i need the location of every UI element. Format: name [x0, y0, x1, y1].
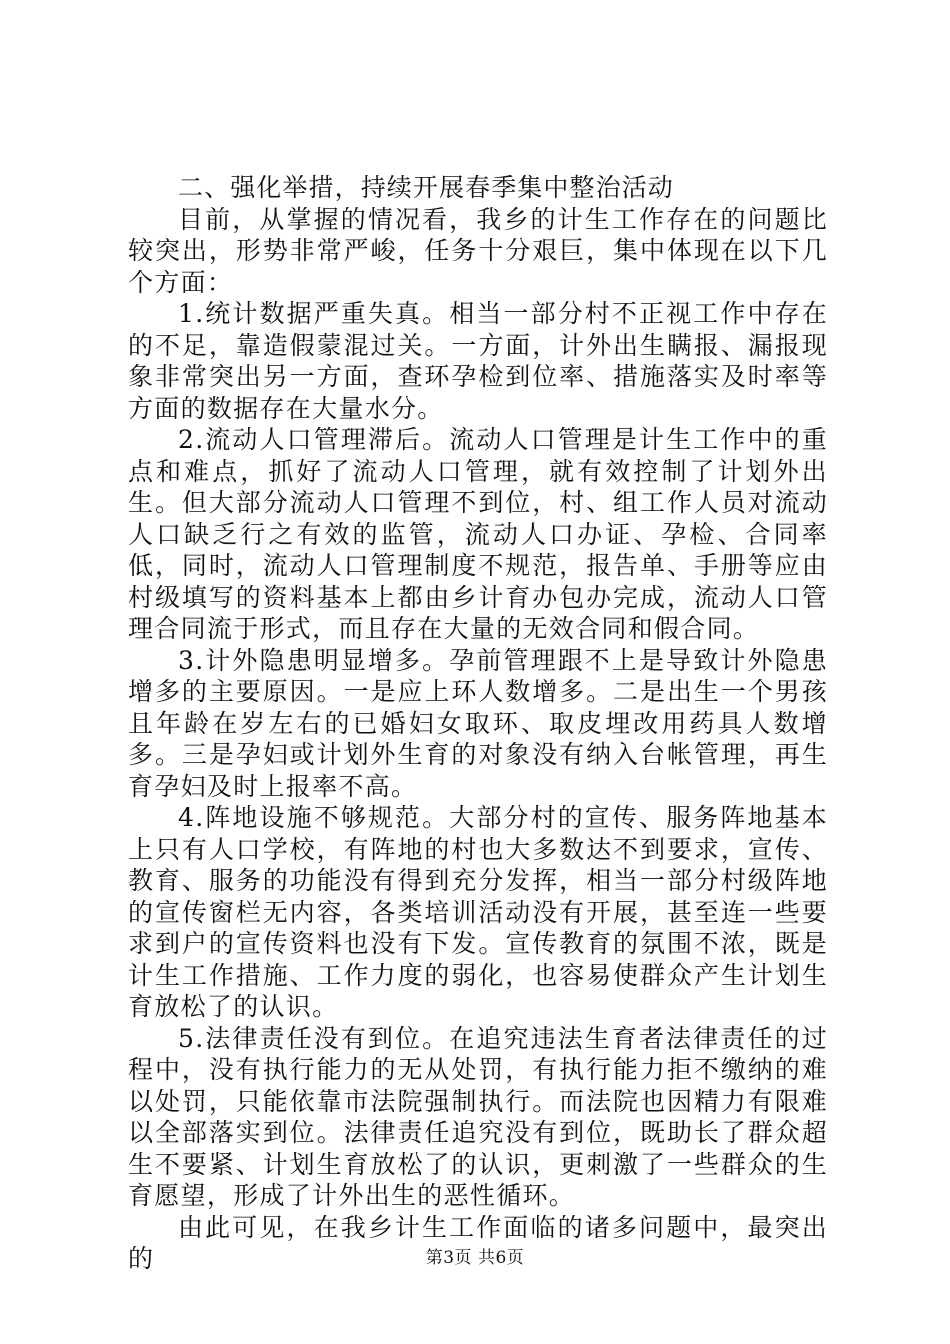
paragraph-item-5: 5.法律责任没有到位。在追究违法生育者法律责任的过程中，没有执行能力的无从处罚，有执行能力拒不缴纳的难以处罚，只能依靠市法院强制执行。而法院也因精力有限难以全部落实到位。法律责任追究没有到位，既助长了群众超生不要紧、计划生育放松了的认识，更刺激了一些群众的生育愿望，形成了计外出生的恶性循环。: [128, 1023, 828, 1210]
paragraph-item-4: 4.阵地设施不够规范。大部分村的宣传、服务阵地基本上只有人口学校，有阵地的村也大多数达不到要求，宣传、教育、服务的功能没有得到充分发挥，相当一部分村级阵地的宣传窗栏无内容，各类培训活动没有开展，甚至连一些要求到户的宣传资料也没有下发。宣传教育的氛围不浓，既是计生工作措施、工作力度的弱化，也容易使群众产生计划生育放松了的认识。: [128, 803, 828, 1021]
paragraph-item-2: 2.流动人口管理滞后。流动人口管理是计生工作中的重点和难点，抓好了流动人口管理，就有效控制了计划外出生。但大部分流动人口管理不到位，村、组工作人员对流动人口缺乏行之有效的监管，流动人口办证、孕检、合同率低，同时，流动人口管理制度不规范，报告单、手册等应由村级填写的资料基本上都由乡计育办包办完成，流动人口管理合同流于形式，而且存在大量的无效合同和假合同。: [128, 425, 828, 643]
paragraph-item-3: 3.计外隐患明显增多。孕前管理跟不上是导致计外隐患增多的主要原因。一是应上环人数增多。二是出生一个男孩且年龄在岁左右的已婚妇女取环、取皮埋改用药具人数增多。三是孕妇或计划外生育的对象没有纳入台帐管理，再生育孕妇及时上报率不高。: [128, 645, 828, 801]
paragraph-conclusion: 由此可见，在我乡计生工作面临的诸多问题中，最突出的: [128, 1212, 828, 1273]
paragraph-intro: 目前，从掌握的情况看，我乡的计生工作存在的问题比较突出，形势非常严峻，任务十分艰巨，集中体现在以下几个方面：: [128, 204, 828, 297]
page-footer: 第3页 共6页: [425, 1248, 525, 1268]
section-heading: 二、强化举措，持续开展春季集中整治活动: [178, 173, 674, 202]
paragraph-item-1: 1.统计数据严重失真。相当一部分村不正视工作中存在的不足，靠造假蒙混过关。一方面，计外出生瞒报、漏报现象非常突出另一方面，查环孕检到位率、措施落实及时率等方面的数据存在大量水分。: [128, 299, 828, 423]
document-body: [128, 172, 828, 1275]
